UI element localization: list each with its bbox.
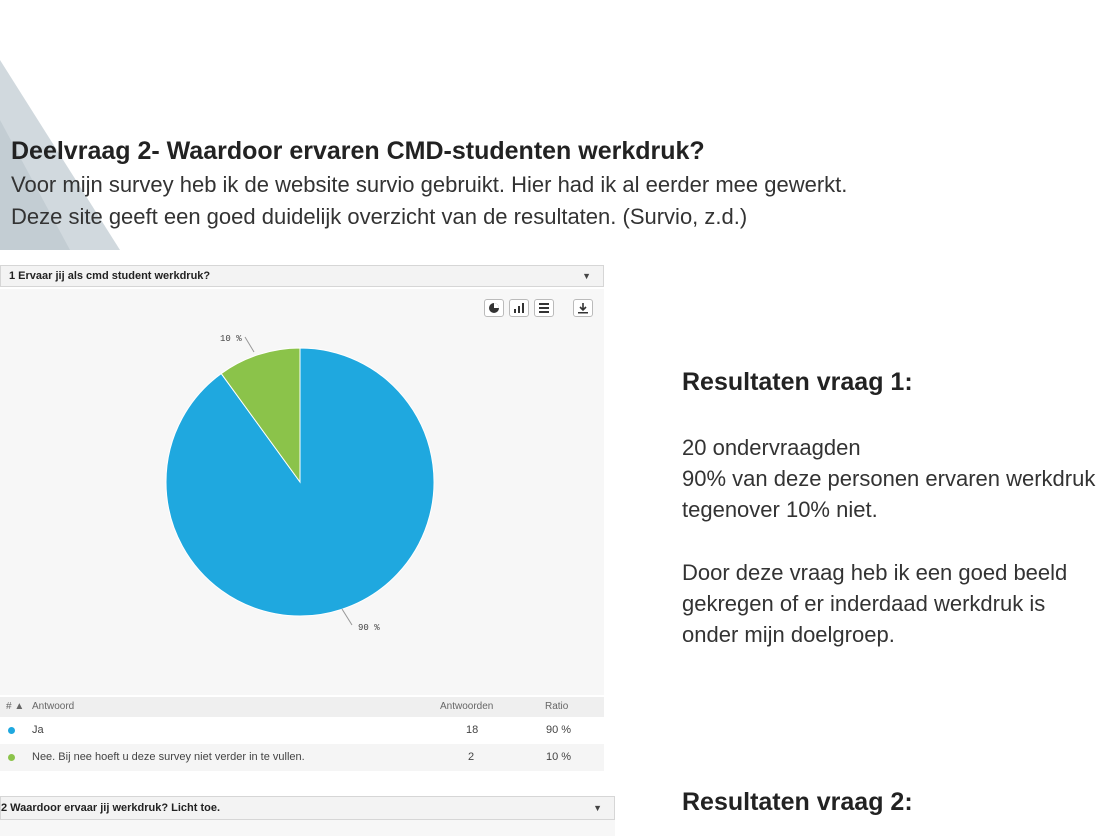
results-1-line-3: tegenover 10% niet.: [682, 497, 878, 522]
slice-label-large: 90 %: [358, 623, 380, 633]
row-count: 18: [466, 724, 479, 736]
row-answer: Ja: [32, 724, 44, 736]
row-count: 2: [468, 751, 475, 763]
col-answer-header[interactable]: Antwoord: [32, 701, 75, 712]
legend-dot-ja: [8, 727, 15, 734]
table-row: [0, 717, 604, 744]
results-2-heading: Resultaten vraag 2:: [682, 788, 913, 816]
intro-line-1: Voor mijn survey heb ik de website survio gebruikt. Hier had ik al eerder mee gewerkt.: [11, 172, 848, 197]
question-1-title: 1 Ervaar jij als cmd student werkdruk?: [9, 270, 211, 282]
question-2-body: [0, 820, 615, 836]
table-header-row: [0, 697, 604, 717]
col-answers-header[interactable]: Antwoorden: [440, 701, 494, 712]
question-2-header[interactable]: [0, 796, 615, 820]
col-ratio-header[interactable]: Ratio: [545, 701, 569, 712]
label-leader-large: [342, 609, 352, 625]
results-1-line-2: 90% van deze personen ervaren werkdruk: [682, 466, 1096, 491]
answers-table: [0, 697, 604, 777]
intro-line-2: Deze site geeft een goed duidelijk overzicht van de resultaten. (Survio, z.d.): [11, 204, 748, 229]
results-1-line-4: Door deze vraag heb ik een goed beeld: [682, 560, 1068, 585]
results-1-line-5: gekregen of er inderdaad werkdruk is: [682, 591, 1046, 616]
slide-heading: Deelvraag 2- Waardoor ervaren CMD-studenten werkdruk?: [11, 137, 705, 165]
caret-down-icon[interactable]: ▼: [593, 803, 602, 813]
question-1-header[interactable]: [0, 265, 604, 287]
label-leader-small: [245, 337, 254, 352]
table-row: [0, 744, 604, 771]
row-answer: Nee. Bij nee hoeft u deze survey niet verder in te vullen.: [32, 751, 305, 763]
row-ratio: 10 %: [546, 751, 572, 763]
results-1-line-1: 20 ondervraagden: [682, 435, 861, 460]
slice-label-small: 10 %: [220, 334, 242, 344]
col-num-header[interactable]: # ▲: [6, 701, 25, 712]
question-2-title: 2 Waardoor ervaar jij werkdruk? Licht toe.: [1, 802, 221, 814]
pie-chart: [0, 289, 604, 695]
results-1-heading: Resultaten vraag 1:: [682, 368, 913, 396]
results-1-line-6: onder mijn doelgroep.: [682, 622, 895, 647]
caret-down-icon[interactable]: ▼: [582, 271, 591, 281]
row-ratio: 90 %: [546, 724, 572, 736]
legend-dot-nee: [8, 754, 15, 761]
